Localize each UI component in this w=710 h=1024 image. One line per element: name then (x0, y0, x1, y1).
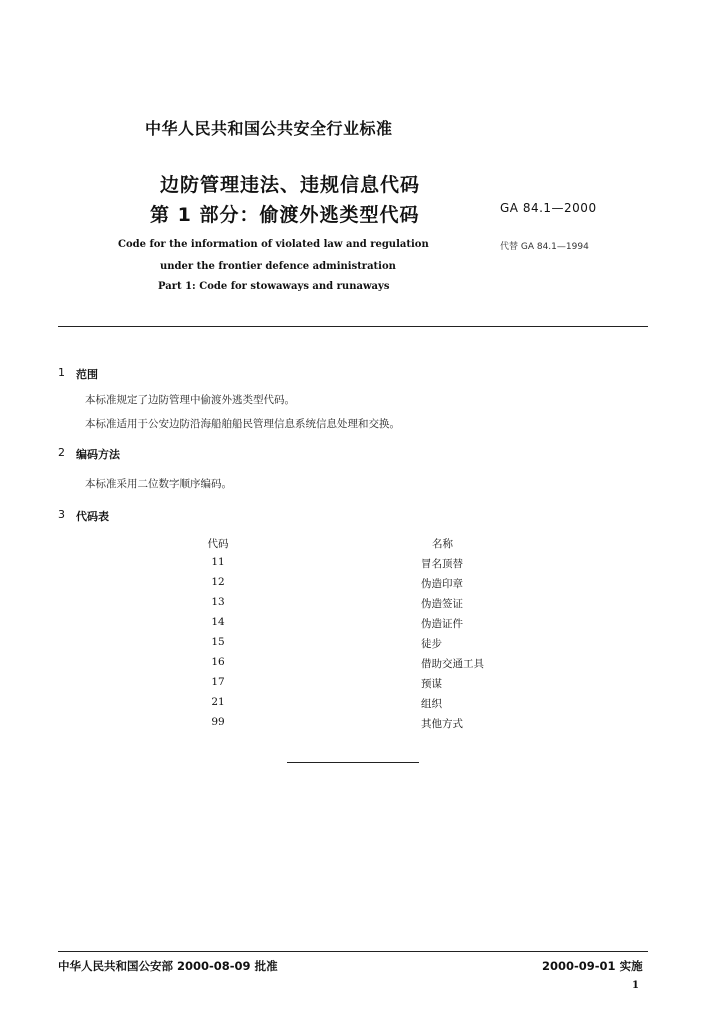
code-cell: 14 (211, 616, 225, 628)
name-cell: 其他方式 (421, 718, 463, 730)
standard-category-header: 中华人民共和国公共安全行业标准 (145, 119, 393, 138)
section-number: 1 (58, 366, 65, 379)
section-paragraph: 本标准适用于公安边防沿海船舶船民管理信息系统信息处理和交换。 (85, 418, 400, 430)
name-cell: 伪造签证 (421, 598, 463, 610)
name-cell: 伪造印章 (421, 578, 463, 590)
code-table-header-code: 代码 (207, 538, 229, 550)
name-cell: 组织 (421, 698, 442, 710)
approval-date: 中华人民共和国公安部 2000-08-09 批准 (58, 959, 278, 973)
name-cell: 借助交通工具 (421, 658, 484, 670)
name-cell: 伪造证件 (421, 618, 463, 630)
code-cell: 11 (211, 556, 225, 568)
standard-number: GA 84.1—2000 (500, 201, 597, 215)
title-divider (58, 326, 648, 327)
section-title-code-table: 代码表 (76, 510, 109, 523)
code-cell: 16 (211, 656, 225, 668)
section-title-scope: 范围 (76, 368, 98, 381)
footer-divider (58, 951, 648, 952)
document-title-line2: 第 1 部分：偷渡外逃类型代码 (150, 204, 420, 226)
english-title-line3: Part 1: Code for stowaways and runaways (158, 281, 390, 292)
name-cell: 徒步 (421, 638, 442, 650)
effective-date: 2000-09-01 实施 (542, 959, 643, 973)
name-cell: 预谋 (421, 678, 442, 690)
code-cell: 17 (211, 676, 225, 688)
section-paragraph: 本标准采用二位数字顺序编码。 (85, 478, 232, 490)
code-table-header-name: 名称 (432, 538, 453, 550)
replaces-standard: 代替 GA 84.1—1994 (500, 242, 589, 252)
section-title-coding-method: 编码方法 (76, 448, 120, 461)
document-title-line1: 边防管理违法、违规信息代码 (160, 174, 421, 196)
code-cell: 21 (211, 696, 225, 708)
code-cell: 12 (211, 576, 225, 588)
english-title-line1: Code for the information of violated law and regulation (118, 239, 429, 250)
name-cell: 冒名顶替 (421, 558, 463, 570)
code-cell: 99 (211, 716, 225, 728)
code-cell: 13 (211, 596, 225, 608)
section-paragraph: 本标准规定了边防管理中偷渡外逃类型代码。 (85, 394, 295, 406)
code-cell: 15 (211, 636, 225, 648)
page-number: 1 (632, 980, 639, 991)
section-number: 2 (58, 446, 65, 459)
section-number: 3 (58, 508, 65, 521)
english-title-line2: under the frontier defence administration (160, 261, 396, 272)
end-of-text-rule (287, 762, 419, 763)
